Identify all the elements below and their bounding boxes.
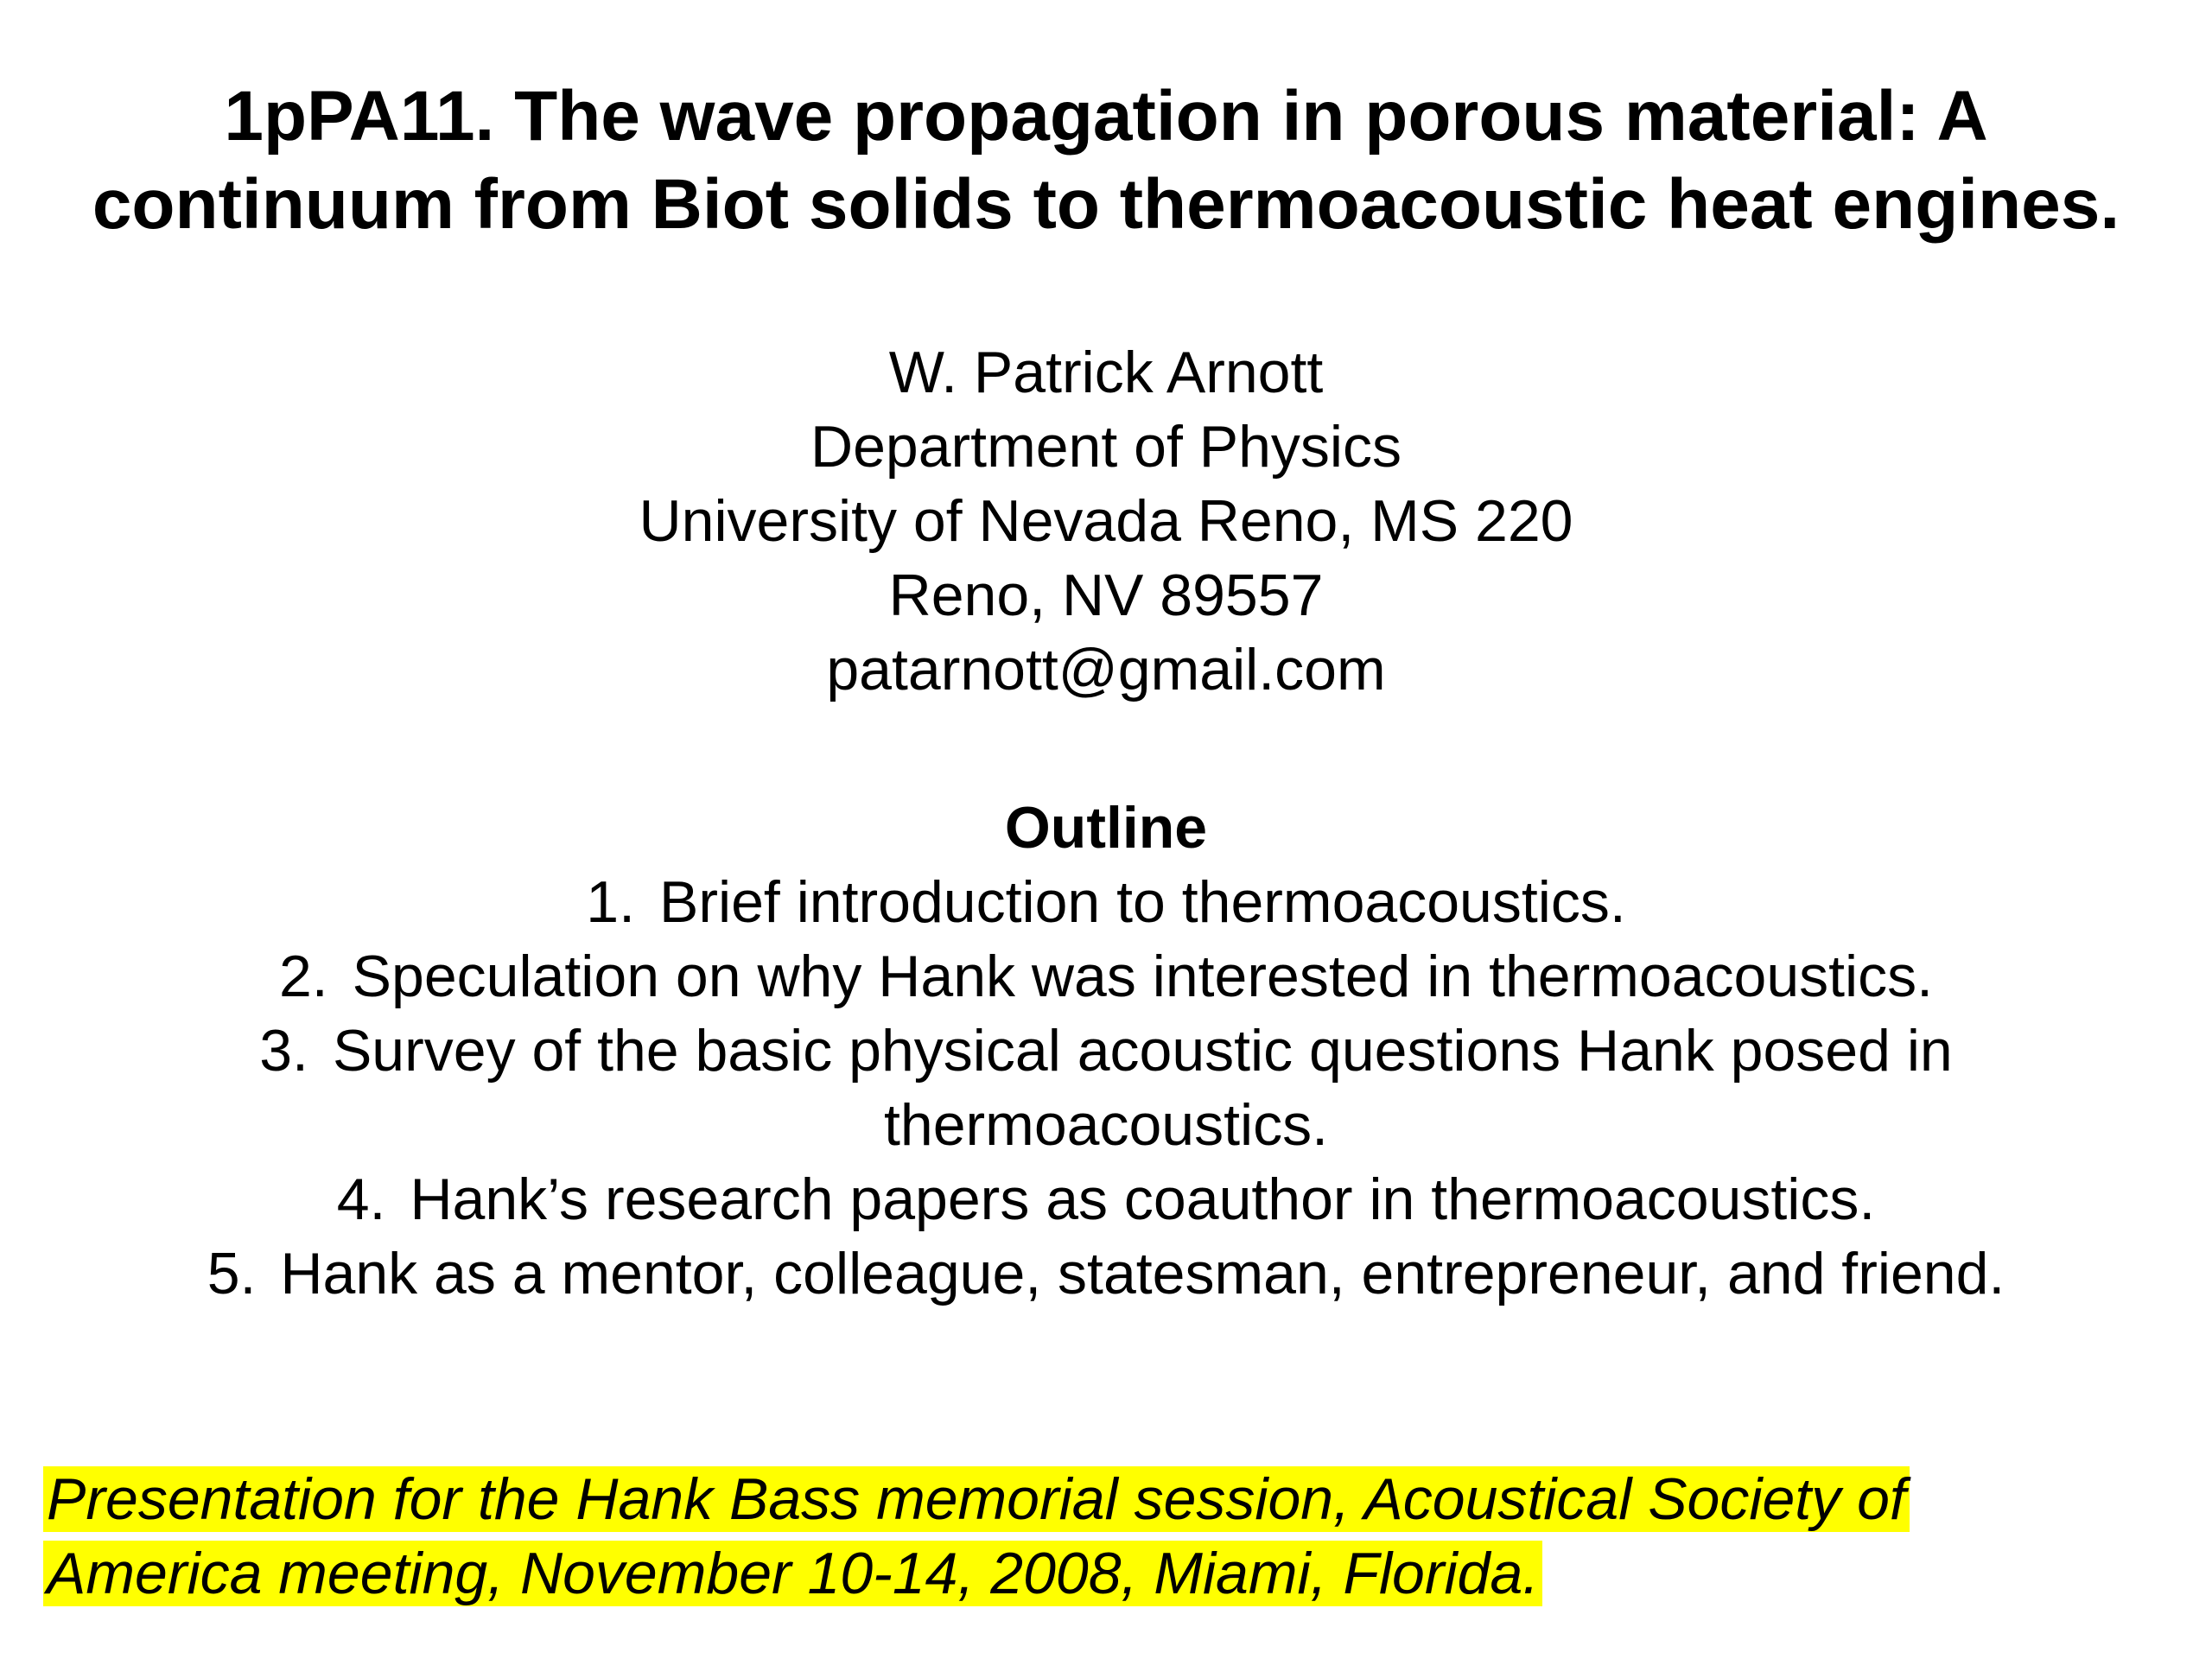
slide-title <box>0 73 2212 249</box>
author-city: Reno, NV 89557 <box>888 563 1324 628</box>
outline-item-number: 2. <box>278 944 328 1009</box>
outline-item-text: Speculation on why Hank was interested in thermoacoustics. <box>352 944 1934 1009</box>
outline-item-number: 4. <box>336 1166 386 1232</box>
outline-item <box>0 1236 2212 1311</box>
highlighted-note-line-1: Presentation for the Hank Bass memorial session, Acoustical Society of <box>43 1466 1910 1532</box>
title-line-2: continuum from Biot solids to thermoacoustic heat engines. <box>92 165 2120 244</box>
outline-item <box>0 865 2212 939</box>
author-university: University of Nevada Reno, MS 220 <box>639 488 1573 554</box>
outline-item <box>0 1014 2212 1162</box>
outline-item-number: 3. <box>259 1018 308 1084</box>
outline-item-text: Brief introduction to thermoacoustics. <box>658 869 1626 935</box>
outline-list <box>0 865 2212 1311</box>
author-email: patarnott@gmail.com <box>826 637 1386 702</box>
outline-item <box>0 1162 2212 1236</box>
outline-heading: Outline <box>1004 795 1208 861</box>
title-line-1: 1pPA11. The wave propagation in porous material: A <box>224 77 1988 156</box>
outline-item-text: Hank as a mentor, colleague, statesman, entrepreneur, and friend. <box>280 1241 2005 1306</box>
outline-item-text: Hank’s research papers as coauthor in thermoacoustics. <box>410 1166 1876 1232</box>
outline-item-number: 5. <box>207 1241 257 1306</box>
outline-item <box>0 939 2212 1014</box>
presentation-note <box>43 1462 2117 1611</box>
highlighted-note-line-2: America meeting, November 10-14, 2008, Miami, Florida. <box>43 1541 1542 1606</box>
outline-item-text: Survey of the basic physical acoustic questions Hank posed in thermoacoustics. <box>332 1018 1953 1158</box>
author-department: Department of Physics <box>810 414 1402 480</box>
author-name: W. Patrick Arnott <box>888 340 1324 405</box>
author-block <box>0 335 2212 707</box>
outline-item-number: 1. <box>586 869 635 935</box>
